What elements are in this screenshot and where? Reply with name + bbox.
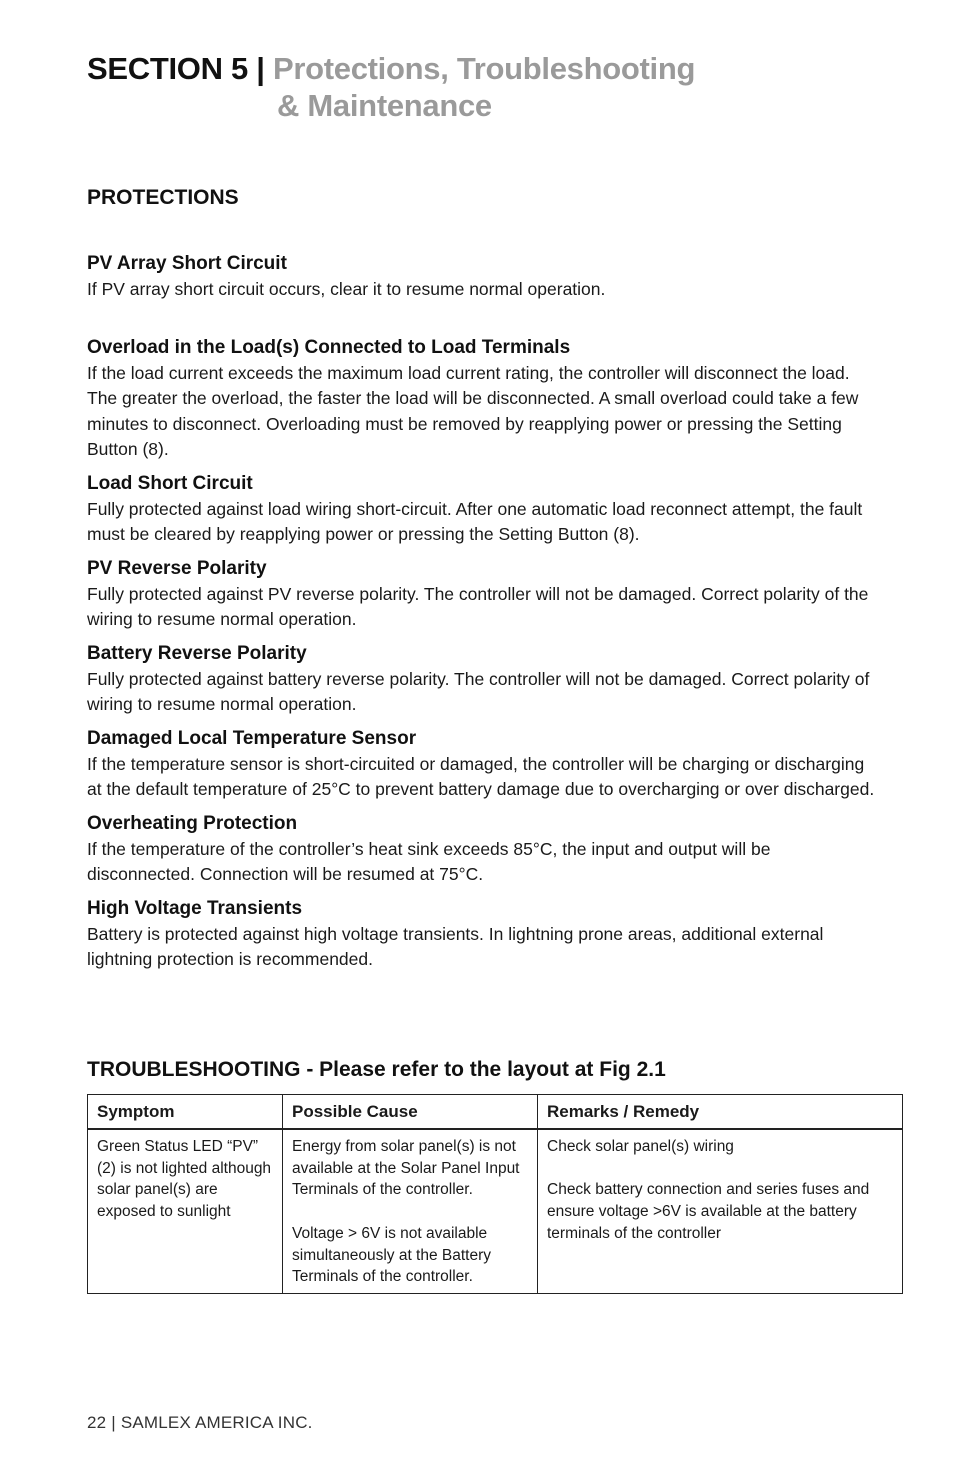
page-number: 22 — [87, 1413, 107, 1432]
protection-item — [87, 726, 877, 803]
section-title-line-2: & Maintenance — [277, 88, 492, 123]
protection-title: Load Short Circuit — [87, 472, 253, 494]
symptom-text: Green Status LED “PV” (2) is not lighted although solar panel(s) are exposed to sunlight — [97, 1138, 272, 1221]
cause-text: Voltage > 6V is not available simultaneously at the Battery Terminals of the controller. — [292, 1224, 492, 1286]
column-header-remarks-remedy: Remarks / Remedy — [538, 1095, 903, 1130]
section-label: SECTION 5 | — [87, 51, 265, 86]
protection-title: Overheating Protection — [87, 812, 298, 834]
protection-item — [87, 811, 877, 888]
protection-body: If the temperature sensor is short-circuited or damaged, the controller will be charging or discharging at the default temperature of 25°C to prevent battery damage due to overcharging or over discharged. — [87, 753, 875, 799]
protection-body: If the temperature of the controller’s heat sink exceeds 85°C, the input and output will be disconnected. Connection will be resumed at 75°C. — [87, 838, 771, 884]
protection-item — [87, 471, 877, 548]
protection-title: PV Reverse Polarity — [87, 557, 267, 579]
cause-text: Energy from solar panel(s) is not available at the Solar Panel Input Terminals of the controller. — [292, 1138, 520, 1199]
header-line-1 — [87, 50, 695, 87]
protection-body: Fully protected against load wiring short-circuit. After one automatic load reconnect attempt, the fault must be cleared by reapplying power or pressing the Setting Button (8). — [87, 498, 863, 544]
cause-cell — [283, 1129, 538, 1293]
troubleshooting-table — [87, 1094, 903, 1294]
remedy-cell — [538, 1129, 903, 1293]
section-title-line-1: Protections, Troubleshooting — [272, 51, 696, 86]
remedy-text: Check solar panel(s) wiring — [547, 1138, 734, 1155]
protection-title: Damaged Local Temperature Sensor — [87, 727, 417, 749]
protection-body: Fully protected against PV reverse polarity. The controller will not be damaged. Correct polarity of the wiring to resume normal operation. — [87, 583, 869, 629]
protections-list — [87, 251, 877, 981]
footer-separator: | — [111, 1413, 116, 1432]
table-header-row — [88, 1095, 903, 1130]
protection-body: Battery is protected against high voltage transients. In lightning prone areas, additional external lightning protection is recommended. — [87, 923, 824, 969]
protection-item — [87, 251, 877, 303]
symptom-cell — [88, 1129, 283, 1293]
protection-item — [87, 641, 877, 718]
protection-item — [87, 556, 877, 633]
table-row — [88, 1129, 903, 1293]
column-header-symptom: Symptom — [88, 1095, 283, 1130]
protections-heading: PROTECTIONS — [87, 186, 239, 209]
company-name: SAMLEX AMERICA INC. — [120, 1413, 313, 1432]
column-header-possible-cause: Possible Cause — [283, 1095, 538, 1130]
protection-title: High Voltage Transients — [87, 897, 303, 919]
page-header — [87, 50, 695, 124]
troubleshooting-heading: TROUBLESHOOTING - Please refer to the layout at Fig 2.1 — [87, 1058, 666, 1081]
protection-body: Fully protected against battery reverse polarity. The controller will not be damaged. Correct polarity of wiring to resume normal operation. — [87, 668, 870, 714]
protection-title: Battery Reverse Polarity — [87, 642, 307, 664]
protection-title: PV Array Short Circuit — [87, 253, 287, 274]
protection-body: If the load current exceeds the maximum load current rating, the controller will disconnect the load. The greater the overload, the faster the load will be disconnected. A small overload could take a few minutes to disconnect. Overloading must be removed by reapplying power or pressing the Setting Button (8). — [87, 362, 859, 459]
protection-item — [87, 896, 877, 973]
protection-item — [87, 335, 877, 463]
protection-body: If PV array short circuit occurs, clear it to resume normal operation. — [87, 279, 606, 299]
header-line-2 — [87, 87, 695, 124]
protection-title: Overload in the Load(s) Connected to Load Terminals — [87, 336, 571, 358]
remedy-text: Check battery connection and series fuses and ensure voltage >6V is available at the battery terminals of the controller — [547, 1181, 870, 1242]
page-footer — [87, 1413, 313, 1433]
